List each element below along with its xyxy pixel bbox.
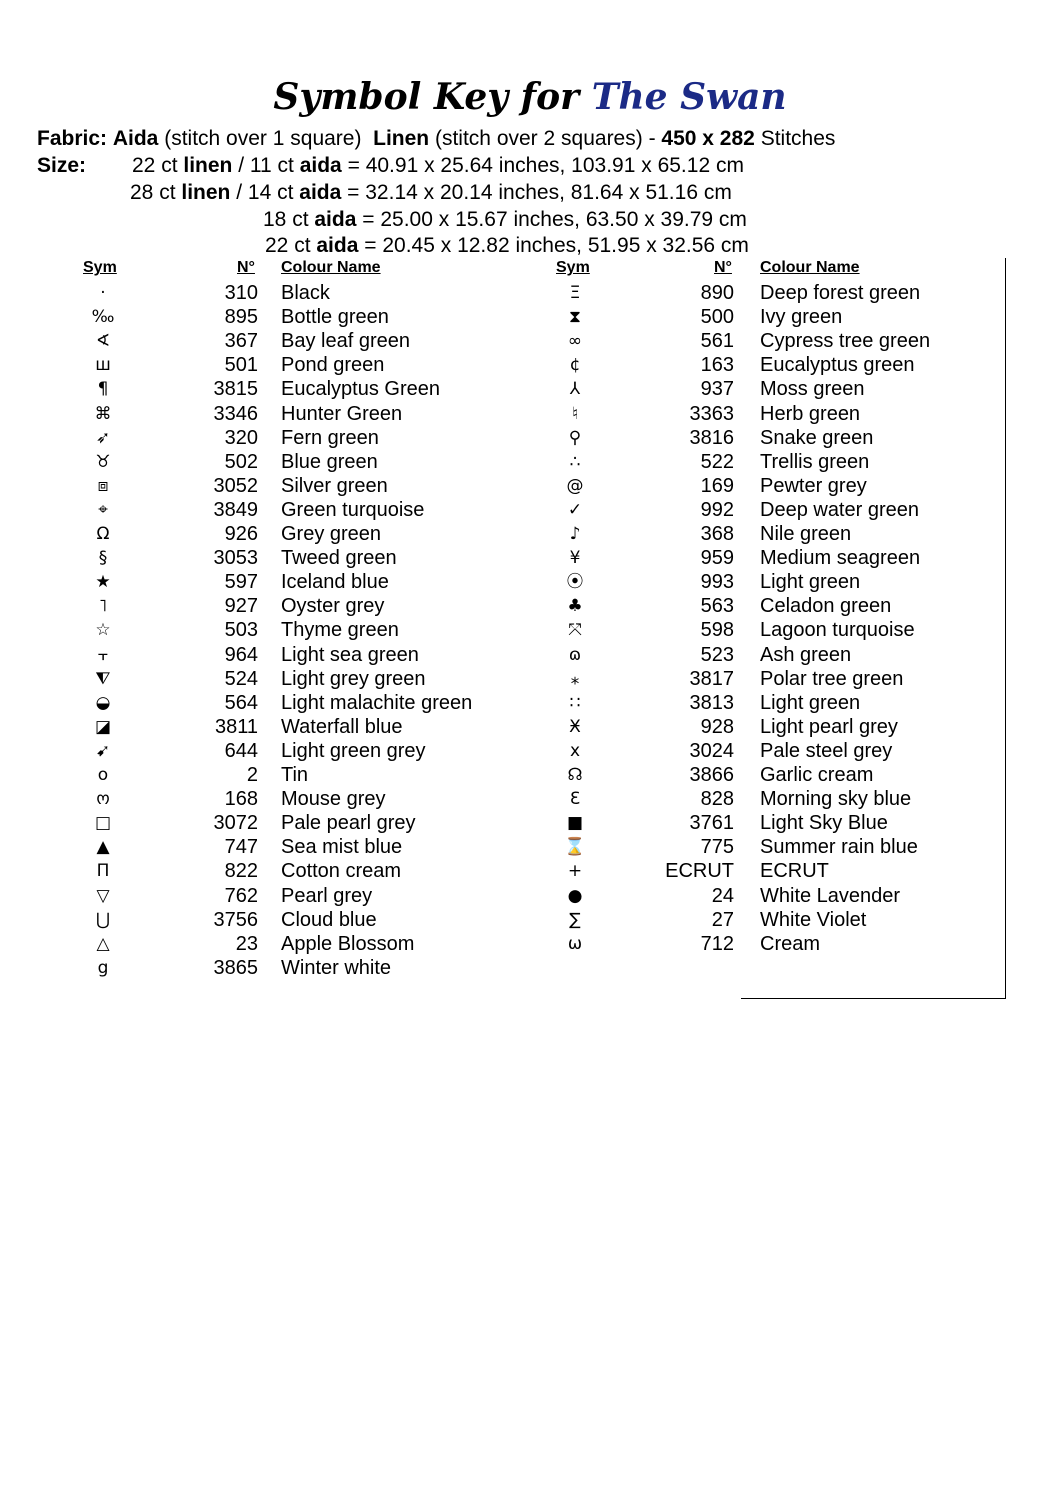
size-fabric: aida	[299, 154, 342, 177]
stitch-symbol: ·	[100, 283, 106, 303]
table-row	[0, 546, 1060, 570]
header-sym-left: Sym	[83, 259, 117, 276]
stitch-symbol: ¶	[97, 379, 109, 400]
thread-number: 895	[224, 306, 258, 329]
thread-number: 368	[700, 523, 734, 545]
fabric-label: Fabric:	[37, 127, 108, 150]
table-row	[0, 667, 1060, 691]
fabric-aida: Aida	[112, 127, 159, 150]
stitch-symbol: ◒	[95, 692, 111, 713]
colour-name: Cream	[760, 932, 821, 955]
colour-name: Light green grey	[281, 739, 426, 762]
thread-number: 959	[700, 547, 734, 570]
colour-name: Polar tree green	[760, 667, 904, 690]
colour-name: Fern green	[281, 426, 379, 449]
thread-number: 644	[224, 739, 258, 762]
stitch-symbol: ▲	[96, 837, 110, 858]
thread-number: 3813	[689, 691, 734, 714]
colour-name: Light green	[760, 571, 861, 594]
stitch-symbol: □	[94, 813, 112, 834]
stitch-symbol: ☊	[567, 765, 583, 785]
stitch-symbol: ♉	[95, 451, 111, 472]
table-row	[0, 377, 1060, 401]
size-count: 28 ct	[130, 181, 176, 204]
thread-number: 3756	[213, 908, 258, 931]
stitch-symbol: ѡ	[567, 933, 583, 954]
colour-name: Oyster grey	[281, 595, 385, 618]
thread-number: 937	[700, 378, 734, 401]
stitch-symbol: ɷ	[568, 644, 582, 665]
stitch-symbol: ★	[95, 572, 111, 593]
colour-name: Winter white	[281, 956, 392, 979]
thread-number: 3811	[214, 715, 258, 738]
thread-number: 561	[700, 330, 734, 353]
thread-number: 523	[700, 643, 734, 666]
stitch-symbol: ⁎	[570, 668, 580, 689]
table-row	[0, 763, 1060, 787]
table-row	[0, 305, 1060, 329]
stitch-symbol: ♣	[567, 596, 583, 617]
size-fabric: aida	[314, 208, 357, 231]
colour-name: Mouse grey	[281, 788, 386, 811]
colour-name: Medium seagreen	[760, 547, 921, 570]
colour-name: Light grey green	[281, 667, 426, 690]
colour-name: Lagoon turquoise	[760, 619, 915, 642]
page-title	[0, 76, 1060, 118]
table-row	[0, 932, 1060, 956]
thread-number: 775	[700, 836, 734, 859]
table-row	[0, 426, 1060, 450]
colour-name: Ivy green	[760, 306, 843, 329]
thread-number: 3866	[689, 764, 734, 786]
table-row	[0, 618, 1060, 642]
stitch-symbol: ⦿	[566, 572, 584, 593]
size-fabric: linen	[183, 154, 233, 177]
stitch-symbol: ⋃	[96, 909, 110, 930]
colour-name: Light pearl grey	[760, 715, 898, 738]
colour-name: Thyme green	[281, 619, 399, 642]
thread-number: 163	[700, 354, 734, 377]
size-count: 22 ct	[265, 234, 311, 257]
table-row	[0, 643, 1060, 667]
stitch-symbol: ☆	[95, 620, 111, 641]
thread-number: 168	[224, 788, 258, 811]
table-row	[0, 474, 1060, 498]
stitch-symbol: Ξ	[569, 283, 581, 303]
size-count: 18 ct	[263, 208, 309, 231]
thread-number: 926	[224, 523, 258, 545]
thread-number: 367	[224, 330, 258, 353]
stitch-symbol: o	[97, 765, 109, 785]
stitch-symbol: +	[567, 861, 583, 882]
stitch-symbol: ⧈	[97, 475, 109, 496]
thread-number: 890	[700, 282, 734, 304]
size-line-1-text	[132, 153, 744, 179]
stitch-symbol: ➶	[95, 427, 111, 448]
colour-name: Light malachite green	[281, 691, 473, 714]
table-row	[0, 691, 1060, 715]
table-row	[0, 329, 1060, 353]
stitch-symbol: ∞	[567, 331, 583, 352]
thread-number: 503	[224, 619, 258, 642]
fabric-aida-note: (stitch over 1 square)	[164, 127, 362, 150]
stitch-symbol: ⫟	[97, 644, 109, 665]
size-count: / 14 ct	[236, 181, 294, 204]
thread-number: 169	[700, 474, 734, 497]
size-line-4	[265, 233, 749, 259]
title-prefix: Symbol Key for	[273, 76, 580, 118]
colour-name: Light Sky Blue	[760, 812, 888, 835]
thread-number: 712	[700, 932, 734, 955]
colour-name: Waterfall blue	[281, 715, 403, 738]
size-count: 22 ct	[132, 154, 178, 177]
colour-name: Cypress tree green	[760, 330, 931, 353]
fabric-linen-note: (stitch over 2 squares) -	[434, 127, 656, 150]
thread-number: 598	[700, 619, 734, 642]
stitch-symbol: Π	[96, 861, 110, 882]
stitch-symbol: ♪	[569, 524, 581, 544]
thread-number: 3817	[689, 667, 734, 690]
thread-number: 927	[224, 595, 258, 618]
size-line-1	[37, 153, 86, 179]
colour-name: Black	[281, 282, 330, 304]
stitch-symbol: ⅄	[569, 379, 581, 400]
stitch-symbol: ⌘	[94, 403, 112, 424]
thread-number: 3346	[213, 402, 258, 425]
thread-number: 3363	[689, 402, 734, 425]
thread-number: 762	[224, 884, 258, 907]
thread-number: 27	[711, 908, 734, 931]
size-count: / 11 ct	[238, 154, 294, 177]
thread-number: 597	[224, 571, 258, 594]
stitch-symbol: ∑	[569, 909, 581, 930]
colour-name: Hunter Green	[281, 402, 403, 425]
colour-name: Tin	[281, 764, 309, 786]
colour-name: Pewter grey	[760, 474, 867, 497]
stitch-symbol: ♮	[571, 403, 579, 424]
stitch-symbol: ⌖	[98, 499, 108, 520]
title-pattern-name: The Swan	[591, 76, 787, 118]
stitch-count-label: Stitches	[760, 127, 836, 150]
table-row	[0, 281, 1060, 305]
table-row	[0, 956, 1060, 980]
thread-number: 3024	[689, 739, 734, 762]
colour-name: Trellis green	[760, 450, 870, 473]
colour-name: Eucalyptus Green	[281, 378, 440, 401]
stitch-symbol: ˥	[98, 596, 108, 617]
thread-number: ECRUT	[665, 860, 734, 883]
fabric-linen: Linen	[373, 127, 430, 150]
table-row	[0, 715, 1060, 739]
header-num-left: N°	[237, 259, 255, 276]
stitch-symbol: ➹	[95, 740, 111, 761]
colour-name: Tweed green	[281, 547, 397, 570]
colour-name: Bottle green	[281, 306, 389, 329]
thread-number: 563	[700, 595, 734, 618]
thread-number: 3865	[213, 956, 258, 979]
table-row	[0, 884, 1060, 908]
thread-number: 3815	[213, 378, 258, 401]
fabric-line	[37, 126, 835, 152]
thread-number: 928	[700, 715, 734, 738]
thread-number: 828	[700, 788, 734, 811]
colour-name: Moss green	[760, 378, 865, 401]
stitch-symbol: △	[96, 933, 110, 954]
stitch-symbol: ✓	[567, 499, 583, 520]
stitch-symbol: Ω	[96, 524, 110, 544]
size-dimensions: = 40.91 x 25.64 inches, 103.91 x 65.12 cm	[347, 154, 744, 177]
stitch-symbol: ¥	[569, 548, 581, 569]
colour-name: Herb green	[760, 402, 861, 425]
colour-name: Blue green	[281, 450, 378, 473]
table-row	[0, 402, 1060, 426]
colour-name: Eucalyptus green	[760, 354, 915, 377]
stitch-symbol: ⚲	[568, 427, 582, 448]
thread-number: 320	[224, 426, 258, 449]
colour-name: Pale pearl grey	[281, 812, 416, 835]
bottom-border-line	[741, 998, 1006, 999]
stitch-symbol: Ӿ	[569, 716, 581, 737]
colour-name: Ash green	[760, 643, 852, 666]
thread-number: 310	[224, 282, 258, 304]
size-fabric: aida	[299, 181, 342, 204]
colour-name: Grey green	[281, 523, 382, 545]
size-dimensions: = 25.00 x 15.67 inches, 63.50 x 39.79 cm	[362, 208, 747, 231]
colour-name: White Lavender	[760, 884, 901, 907]
table-row	[0, 835, 1060, 859]
thread-number: 3072	[213, 812, 258, 835]
thread-number: 964	[224, 643, 258, 666]
colour-name: Green turquoise	[281, 498, 425, 521]
stitch-symbol: ш	[95, 355, 111, 376]
thread-number: 564	[224, 691, 258, 714]
stitch-symbol: x	[569, 740, 581, 761]
table-row	[0, 570, 1060, 594]
colour-name: Silver green	[281, 474, 388, 497]
header-num-right: N°	[714, 259, 732, 276]
colour-name: Apple Blossom	[281, 932, 415, 955]
thread-number: 500	[700, 306, 734, 329]
table-row	[0, 859, 1060, 883]
thread-number: 747	[224, 836, 258, 859]
size-dimensions: = 32.14 x 20.14 inches, 81.64 x 51.16 cm	[347, 181, 732, 204]
table-row	[0, 908, 1060, 932]
stitch-symbol: ∷	[569, 692, 581, 713]
colour-name: Morning sky blue	[760, 788, 912, 811]
table-row	[0, 498, 1060, 522]
thread-number: 3761	[689, 812, 734, 835]
colour-name: White Violet	[760, 908, 867, 931]
colour-name: Pale steel grey	[760, 739, 893, 762]
size-line-2	[130, 180, 732, 206]
stitch-symbol: ⤧	[568, 620, 582, 641]
colour-name: Celadon green	[760, 595, 892, 618]
table-row	[0, 594, 1060, 618]
table-row	[0, 787, 1060, 811]
stitch-symbol: ∴	[569, 451, 581, 472]
stitch-symbol: ■	[566, 813, 584, 834]
thread-number: 822	[224, 860, 258, 883]
size-fabric: linen	[181, 181, 231, 204]
stitch-symbol: ∢	[95, 331, 111, 352]
stitch-symbol: ‰	[91, 307, 115, 328]
colour-name: Garlic cream	[760, 764, 874, 786]
stitch-symbol: ◪	[94, 716, 112, 737]
size-dimensions: = 20.45 x 12.82 inches, 51.95 x 32.56 cm	[364, 234, 749, 257]
thread-number: 24	[711, 884, 734, 907]
colour-name: Cloud blue	[281, 908, 377, 931]
table-row	[0, 811, 1060, 835]
colour-name: Deep water green	[760, 498, 919, 521]
stitch-symbol: Ɛ	[569, 789, 581, 810]
size-label: Size:	[37, 154, 87, 177]
thread-number: 3053	[213, 547, 258, 570]
thread-number: 992	[700, 498, 734, 521]
stitch-symbol: ⧗	[569, 307, 581, 328]
colour-name: Summer rain blue	[760, 836, 918, 859]
colour-name: Nile green	[760, 523, 852, 545]
stitch-count: 450 x 282	[661, 127, 755, 150]
thread-number: 501	[224, 354, 258, 377]
stitch-symbol: @	[566, 475, 584, 496]
table-row	[0, 450, 1060, 474]
colour-name: Light green	[760, 691, 861, 714]
colour-name: Deep forest green	[760, 282, 921, 304]
thread-number: 993	[700, 571, 734, 594]
stitch-symbol: ▽	[96, 885, 110, 906]
stitch-symbol: ¢	[569, 355, 581, 376]
stitch-symbol: ●	[567, 885, 583, 906]
stitch-symbol: §	[98, 548, 108, 569]
stitch-symbol: ⌛	[564, 837, 586, 858]
header-name-right: Colour Name	[760, 259, 860, 276]
colour-name: Snake green	[760, 426, 874, 449]
colour-name: Pond green	[281, 354, 385, 377]
header-name-left: Colour Name	[281, 259, 381, 276]
size-fabric: aida	[316, 234, 359, 257]
thread-number: 3849	[213, 498, 258, 521]
thread-number: 524	[224, 667, 258, 690]
thread-number: 522	[700, 450, 734, 473]
thread-number: 23	[235, 932, 258, 955]
colour-name: Light sea green	[281, 643, 419, 666]
colour-name: Cotton cream	[281, 860, 402, 883]
colour-name: ECRUT	[760, 860, 829, 883]
table-row	[0, 739, 1060, 763]
thread-number: 3052	[213, 474, 258, 497]
right-border-line	[1005, 258, 1006, 999]
thread-number: 502	[224, 450, 258, 473]
size-line-3	[263, 207, 747, 233]
thread-number: 3816	[689, 426, 734, 449]
colour-name: Iceland blue	[281, 571, 389, 594]
stitch-symbol: ო	[96, 789, 110, 810]
colour-name: Bay leaf green	[281, 330, 410, 353]
colour-name: Sea mist blue	[281, 836, 403, 859]
table-row	[0, 522, 1060, 546]
stitch-symbol: ⧨	[95, 668, 111, 689]
colour-name: Pearl grey	[281, 884, 373, 907]
header-sym-right: Sym	[556, 259, 590, 276]
stitch-symbol: g	[97, 957, 109, 978]
thread-number: 2	[246, 764, 258, 786]
table-row	[0, 353, 1060, 377]
